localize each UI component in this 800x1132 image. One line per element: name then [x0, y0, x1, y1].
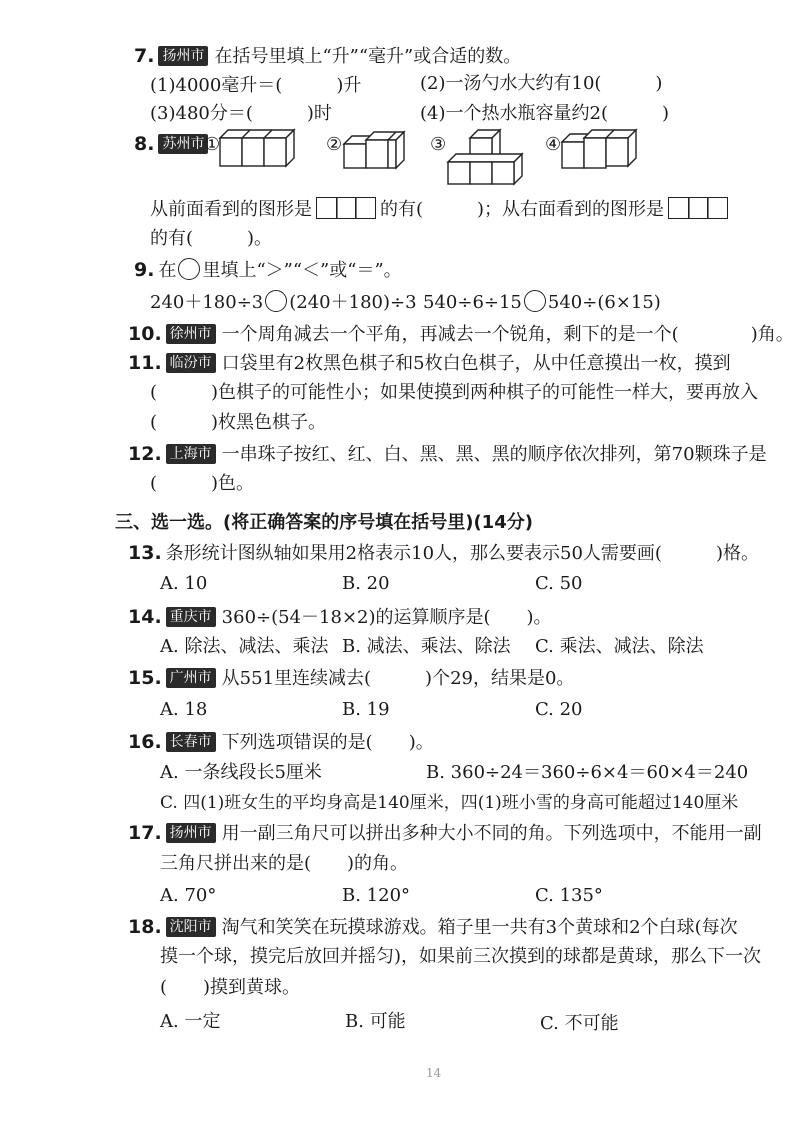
- q18-line1: 18. 沈阳市 淘气和笑笑在玩摸球游戏。箱子里一共有3个黄球和2个白球(每次: [128, 916, 738, 938]
- cube-figure-1: [220, 126, 300, 166]
- region-tag: 沈阳市: [166, 917, 216, 937]
- blank-circle-icon[interactable]: [265, 290, 287, 312]
- region-tag: 扬州市: [158, 46, 208, 66]
- q13-option-a[interactable]: A. 10: [160, 573, 208, 594]
- q9-expr-2: 540÷6÷15 540÷(6×15): [423, 292, 661, 313]
- q11-line1: 11. 临汾市 口袋里有2枚黑色棋子和5枚白色棋子，从中任意摸出一枚，摸到: [128, 352, 731, 374]
- q17-option-a[interactable]: A. 70°: [160, 885, 217, 906]
- q14-option-a[interactable]: A. 除法、减法、乘法: [160, 636, 329, 657]
- q15-option-b[interactable]: B. 19: [342, 699, 390, 720]
- q11-line3: ( )枚黑色棋子。: [150, 412, 327, 433]
- region-tag: 重庆市: [166, 607, 216, 627]
- blank-circle-icon: [178, 258, 200, 280]
- cube-figure-4: [562, 126, 642, 172]
- region-tag: 长春市: [166, 732, 216, 752]
- q17-option-b[interactable]: B. 120°: [342, 885, 411, 906]
- q18-option-b[interactable]: B. 可能: [345, 1011, 406, 1032]
- q8-option-3-label: ③: [430, 134, 447, 155]
- region-tag: 扬州市: [166, 823, 216, 843]
- region-tag: 上海市: [166, 444, 216, 464]
- q14-stem: 14. 重庆市 360÷(54－18×2)的运算顺序是( )。: [128, 606, 552, 628]
- q8-option-4-label: ④: [545, 134, 562, 155]
- q15-stem: 15. 广州市 从551里连续减去( )个29，结果是0。: [128, 667, 575, 689]
- q16-stem: 16. 长春市 下列选项错误的是( )。: [128, 731, 434, 753]
- q7-part1: (1)4000毫升＝( )升: [150, 75, 362, 96]
- q8-option-1-label: ①: [204, 134, 221, 155]
- q9-stem: 9. 在 里填上“＞”“＜”或“＝”。: [134, 259, 402, 281]
- section-3-heading: 三、选一选。(将正确答案的序号填在括号里)(14分): [115, 512, 533, 533]
- q8-header: 8. 苏州市: [134, 132, 214, 157]
- q14-option-b[interactable]: B. 减法、乘法、除法: [342, 636, 511, 657]
- q8-line1: 从前面看到的图形是 的有( )；从右面看到的图形是: [150, 197, 732, 222]
- cube-figure-3: [448, 128, 528, 184]
- q9-expr-1: 240＋180÷3 (240＋180)÷3: [150, 292, 417, 313]
- q16-option-a[interactable]: A. 一条线段长5厘米: [160, 762, 322, 783]
- three-square-view-icon: [316, 197, 376, 219]
- q8-line2: 的有( )。: [150, 228, 273, 249]
- region-tag: 广州市: [166, 668, 216, 688]
- region-tag: 徐州市: [166, 324, 216, 344]
- q18-line2: 摸一个球，摸完后放回并摇匀)，如果前三次摸到的球都是黄球，那么下一次: [160, 946, 762, 967]
- q13-option-c[interactable]: C. 50: [535, 573, 583, 594]
- q14-option-c[interactable]: C. 乘法、减法、除法: [535, 636, 704, 657]
- q17-line2: 三角尺拼出来的是( )的角。: [160, 853, 409, 874]
- three-square-view-icon: [668, 197, 728, 219]
- q7-part3: (3)480分＝( )时: [150, 103, 332, 124]
- q7-part4: (4)一个热水瓶容量约2( ): [420, 103, 669, 124]
- q7-stem: 7. 扬州市 在括号里填上“升”“毫升”或合适的数。: [134, 45, 522, 67]
- region-tag: 临汾市: [166, 353, 216, 373]
- q18-option-a[interactable]: A. 一定: [160, 1011, 221, 1032]
- q17-option-c[interactable]: C. 135°: [535, 885, 603, 906]
- q10-stem: 10. 徐州市 一个周角减去一个平角，再减去一个锐角，剩下的是一个( )角。: [128, 323, 794, 345]
- q18-line3: ( )摸到黄球。: [160, 977, 301, 998]
- page-number: 14: [426, 1066, 442, 1080]
- cube-figure-2: [344, 126, 414, 170]
- region-tag: 苏州市: [158, 134, 208, 154]
- q18-option-c[interactable]: C. 不可能: [540, 1013, 619, 1034]
- q7-part2: (2)一汤勺水大约有10( ): [420, 73, 663, 94]
- q11-line2: ( )色棋子的可能性小；如果使摸到两种棋子的可能性一样大，要再放入: [150, 382, 759, 403]
- q15-option-a[interactable]: A. 18: [160, 699, 208, 720]
- q13-option-b[interactable]: B. 20: [342, 573, 390, 594]
- q12-line2: ( )色。: [150, 473, 255, 494]
- q16-option-c[interactable]: C. 四(1)班女生的平均身高是140厘米，四(1)班小雪的身高可能超过140厘米: [160, 793, 739, 813]
- blank-circle-icon[interactable]: [524, 290, 546, 312]
- q17-line1: 17. 扬州市 用一副三角尺可以拼出多种大小不同的角。下列选项中，不能用一副: [128, 822, 762, 844]
- q8-option-2-label: ②: [326, 134, 343, 155]
- q12-line1: 12. 上海市 一串珠子按红、红、白、黑、黑、黑的顺序依次排列，第70颗珠子是: [128, 443, 767, 465]
- q16-option-b[interactable]: B. 360÷24＝360÷6×4＝60×4＝240: [426, 762, 749, 783]
- q15-option-c[interactable]: C. 20: [535, 699, 583, 720]
- q13-stem: 13. 条形统计图纵轴如果用2格表示10人，那么要表示50人需要画( )格。: [128, 542, 759, 564]
